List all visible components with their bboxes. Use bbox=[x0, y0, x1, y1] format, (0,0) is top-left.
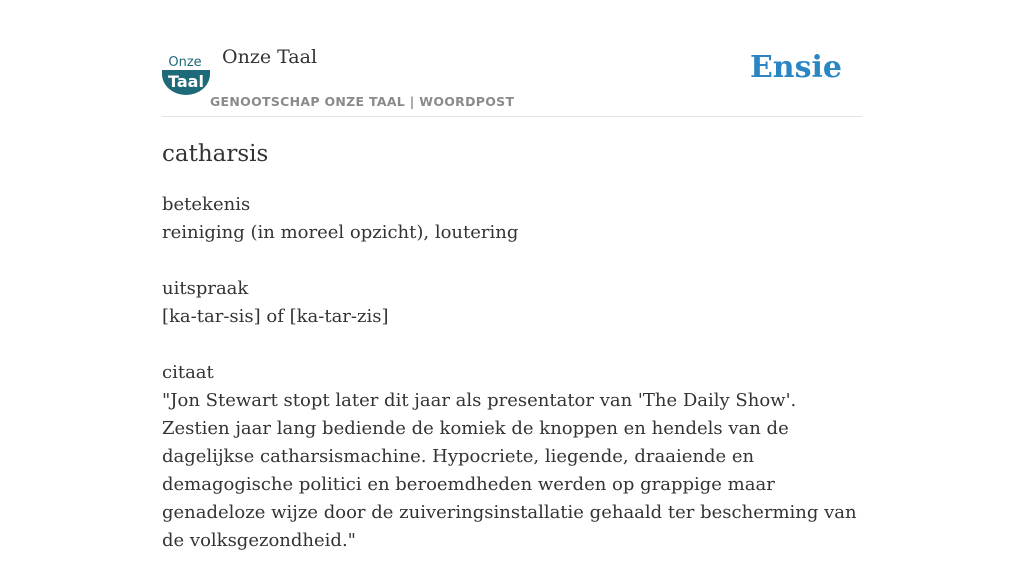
ensie-brand-link[interactable]: Ensie bbox=[749, 50, 842, 85]
section-value: reiniging (in moreel opzicht), loutering bbox=[162, 222, 519, 243]
section-label: betekenis bbox=[162, 194, 251, 215]
logo-bottom-text: Taal bbox=[168, 72, 204, 91]
header bbox=[162, 40, 862, 117]
section-value: "Jon Stewart stopt later dit jaar als presentator van 'The Daily Show'. Zestien jaar lang bediende de komiek de knoppen en hendels van de dagelijkse catharsismachine. Hypocriete, liegende, draaiende en demagogische politici en beroemdheden werden op grappige maar genadeloze wijze door de zuiveringsinstallatie gehaald ter bescherming van de volksgezondheid." bbox=[162, 390, 857, 551]
entry-word: catharsis bbox=[162, 141, 269, 167]
section-uitspraak bbox=[162, 275, 862, 331]
onze-taal-logo[interactable] bbox=[162, 52, 210, 95]
section-citaat bbox=[162, 359, 862, 555]
section-label: uitspraak bbox=[162, 278, 249, 299]
site-subtitle: GENOOTSCHAP ONZE TAAL | WOORDPOST bbox=[210, 94, 515, 109]
section-betekenis bbox=[162, 191, 862, 247]
site-name[interactable]: Onze Taal bbox=[222, 46, 318, 68]
logo-top-text: Onze bbox=[168, 55, 202, 70]
entry-card bbox=[162, 0, 862, 551]
section-label: citaat bbox=[162, 362, 214, 383]
section-value: [ka-tar-sis] of [ka-tar-zis] bbox=[162, 306, 389, 327]
entry-content bbox=[162, 139, 862, 583]
